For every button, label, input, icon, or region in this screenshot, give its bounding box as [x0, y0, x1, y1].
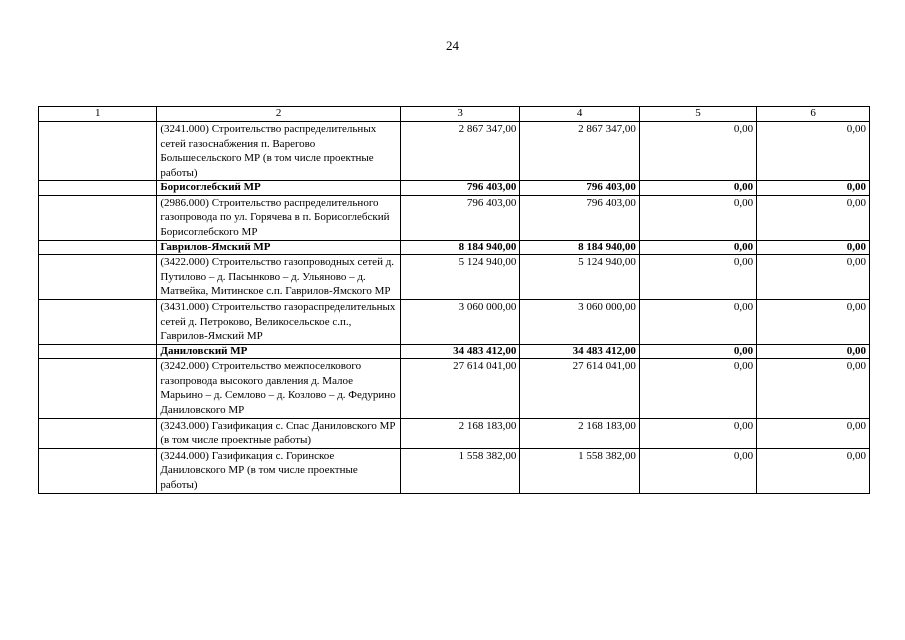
amount-cell: 0,00 [639, 344, 756, 359]
name-cell: (3243.000) Газификация с. Спас Даниловского МР (в том числе проектные работы) [157, 418, 400, 448]
amount-cell: 0,00 [639, 418, 756, 448]
amount-cell: 8 184 940,00 [520, 240, 640, 255]
amount-cell: 0,00 [639, 122, 756, 181]
amount-cell: 0,00 [757, 240, 870, 255]
column-header: 4 [520, 107, 640, 122]
amount-cell: 0,00 [639, 299, 756, 344]
amount-cell: 0,00 [757, 299, 870, 344]
table-row [39, 448, 870, 493]
amount-cell: 0,00 [639, 359, 756, 418]
name-cell: Даниловский МР [157, 344, 400, 359]
column-header: 2 [157, 107, 400, 122]
amount-cell: 27 614 041,00 [520, 359, 640, 418]
amount-cell: 5 124 940,00 [400, 255, 520, 300]
name-cell: (3241.000) Строительство распределительных сетей газоснабжения п. Варегово Большесельского МР (в том числе проектные работы) [157, 122, 400, 181]
code-cell [39, 418, 157, 448]
table-row [39, 359, 870, 418]
header-row [39, 107, 870, 122]
amount-cell: 1 558 382,00 [400, 448, 520, 493]
column-header: 1 [39, 107, 157, 122]
name-cell: Борисоглебский МР [157, 181, 400, 196]
code-cell [39, 448, 157, 493]
amount-cell: 796 403,00 [520, 195, 640, 240]
amount-cell: 0,00 [757, 448, 870, 493]
amount-cell: 27 614 041,00 [400, 359, 520, 418]
code-cell [39, 240, 157, 255]
code-cell [39, 195, 157, 240]
amount-cell: 0,00 [757, 122, 870, 181]
budget-table [38, 106, 870, 494]
name-cell: (3244.000) Газификация с. Горинское Даниловского МР (в том числе проектные работы) [157, 448, 400, 493]
amount-cell: 0,00 [757, 418, 870, 448]
amount-cell: 3 060 000,00 [520, 299, 640, 344]
amount-cell: 0,00 [757, 195, 870, 240]
amount-cell: 2 168 183,00 [400, 418, 520, 448]
page-number: 24 [446, 38, 459, 53]
table-row [39, 195, 870, 240]
amount-cell: 2 867 347,00 [400, 122, 520, 181]
amount-cell: 34 483 412,00 [400, 344, 520, 359]
amount-cell: 0,00 [757, 344, 870, 359]
code-cell [39, 181, 157, 196]
column-header: 6 [757, 107, 870, 122]
amount-cell: 0,00 [757, 255, 870, 300]
amount-cell: 2 867 347,00 [520, 122, 640, 181]
amount-cell: 8 184 940,00 [400, 240, 520, 255]
name-cell: (3431.000) Строительство газораспределительных сетей д. Петроково, Великосельское с.п., Гаврилов-Ямский МР [157, 299, 400, 344]
amount-cell: 0,00 [639, 181, 756, 196]
name-cell: (2986.000) Строительство распределительного газопровода по ул. Горячева в п. Борисоглебский Борисоглебского МР [157, 195, 400, 240]
district-subtotal-row [39, 240, 870, 255]
amount-cell: 0,00 [757, 181, 870, 196]
amount-cell: 34 483 412,00 [520, 344, 640, 359]
amount-cell: 0,00 [757, 359, 870, 418]
amount-cell: 0,00 [639, 195, 756, 240]
table-row [39, 122, 870, 181]
amount-cell: 5 124 940,00 [520, 255, 640, 300]
code-cell [39, 359, 157, 418]
district-subtotal-row [39, 181, 870, 196]
amount-cell: 0,00 [639, 255, 756, 300]
amount-cell: 3 060 000,00 [400, 299, 520, 344]
name-cell: (3422.000) Строительство газопроводных сетей д. Путилово – д. Пасынково – д. Ульяново – д. Матвейка, Митинское с.п. Гаврилов-Ямского МР [157, 255, 400, 300]
amount-cell: 0,00 [639, 240, 756, 255]
column-header: 5 [639, 107, 756, 122]
table-row [39, 418, 870, 448]
district-subtotal-row [39, 344, 870, 359]
code-cell [39, 255, 157, 300]
amount-cell: 2 168 183,00 [520, 418, 640, 448]
table-row [39, 255, 870, 300]
amount-cell: 1 558 382,00 [520, 448, 640, 493]
amount-cell: 796 403,00 [520, 181, 640, 196]
amount-cell: 796 403,00 [400, 195, 520, 240]
amount-cell: 0,00 [639, 448, 756, 493]
name-cell: (3242.000) Строительство межпоселкового газопровода высокого давления д. Малое Марьино – д. Семлово – д. Козлово – д. Федурино Даниловского МР [157, 359, 400, 418]
code-cell [39, 299, 157, 344]
name-cell: Гаврилов-Ямский МР [157, 240, 400, 255]
code-cell [39, 344, 157, 359]
amount-cell: 796 403,00 [400, 181, 520, 196]
column-header: 3 [400, 107, 520, 122]
table-row [39, 299, 870, 344]
code-cell [39, 122, 157, 181]
